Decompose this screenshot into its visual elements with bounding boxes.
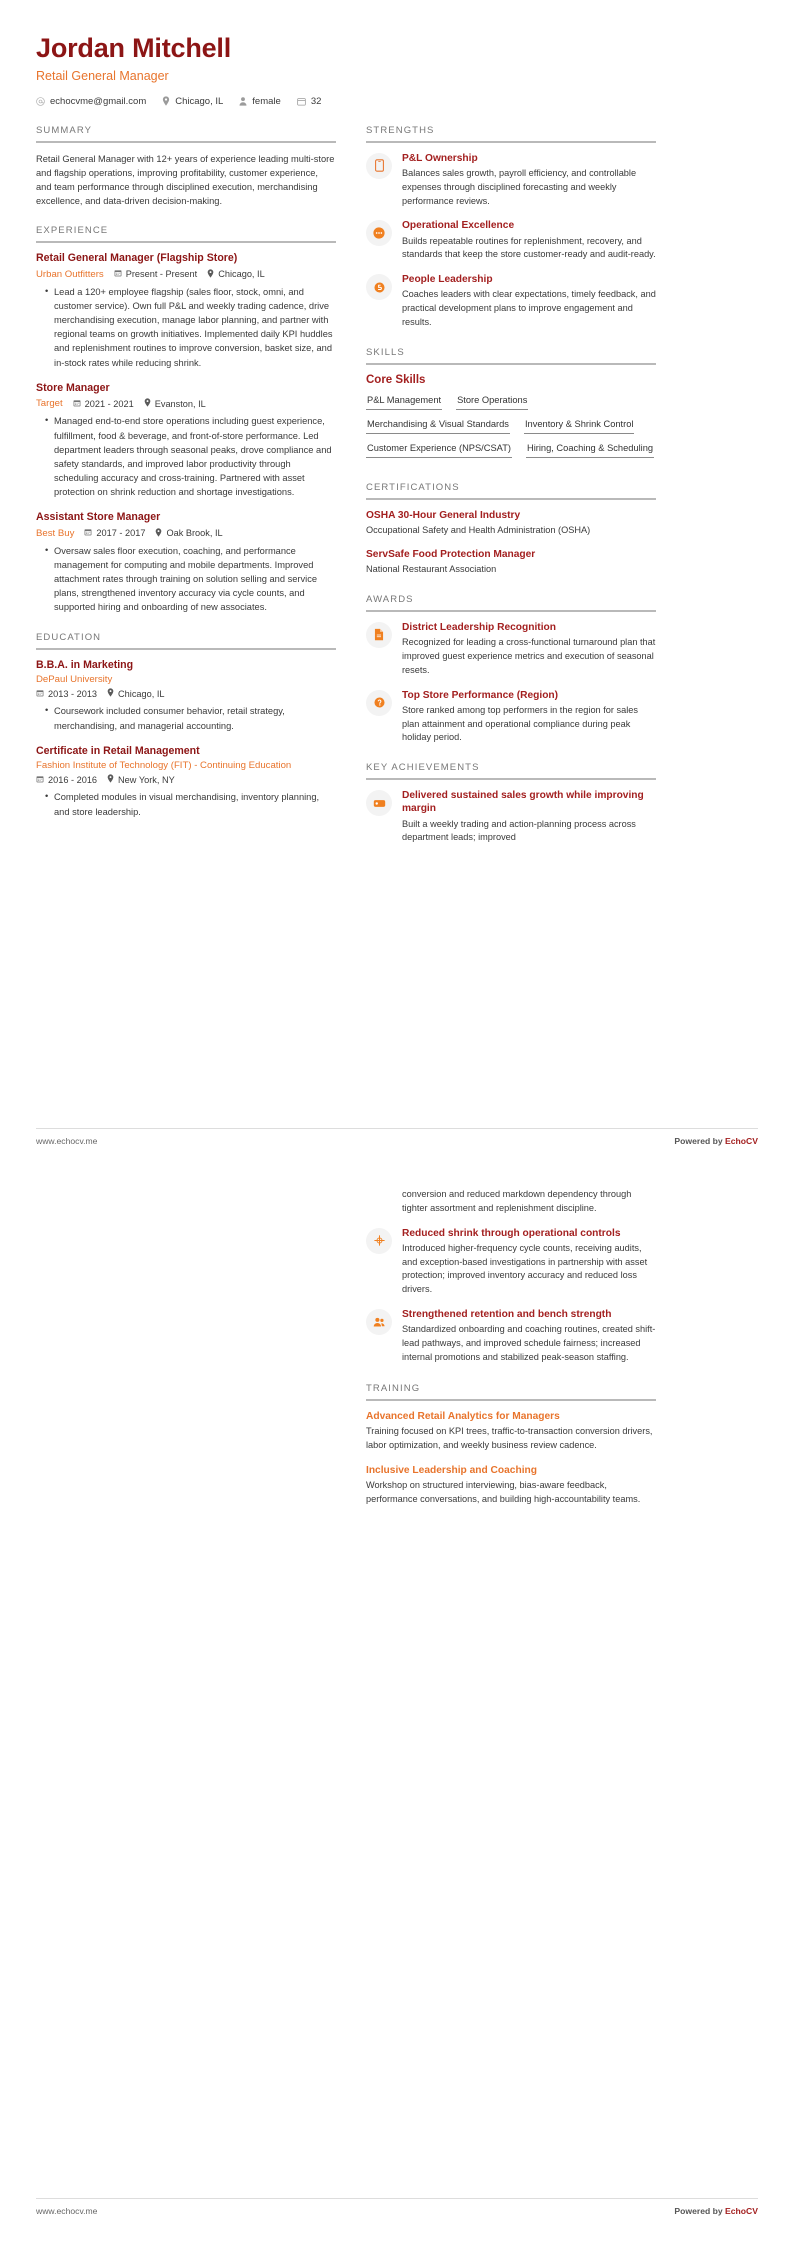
experience-section-title: EXPERIENCE xyxy=(36,225,109,237)
location-pin-icon xyxy=(107,774,114,785)
achievement-continuation xyxy=(366,1188,656,1216)
education-section xyxy=(36,632,336,819)
location-pin-icon xyxy=(155,528,162,539)
experience-entry xyxy=(36,511,336,614)
calendar-icon xyxy=(36,775,44,785)
contact-age xyxy=(297,96,322,107)
education-dates xyxy=(36,689,97,699)
contact-location-value: Chicago, IL xyxy=(175,95,224,107)
education-dates-value: 2013 - 2013 xyxy=(48,688,98,699)
experience-dates xyxy=(84,528,145,538)
experience-organization: Target xyxy=(36,398,63,410)
ellipsis-circle-icon xyxy=(366,220,392,246)
footer-powered-prefix: Powered by xyxy=(674,2206,726,2216)
certification-name: ServSafe Food Protection Manager xyxy=(366,548,536,560)
certifications-section xyxy=(366,482,656,577)
experience-bullets xyxy=(36,414,336,499)
education-bullets xyxy=(36,790,336,818)
footer-website[interactable]: www.echocv.me xyxy=(36,1136,98,1146)
education-location-value: Chicago, IL xyxy=(118,688,165,699)
achievement-title: Reduced shrink through operational controls xyxy=(402,1227,621,1239)
achievement-description-continued: conversion and reduced markdown dependency through tighter assortment and replenishment discipline. xyxy=(402,1189,632,1213)
spacer-bubble xyxy=(366,1189,392,1215)
certification-item xyxy=(366,548,656,577)
certifications-section-title: CERTIFICATIONS xyxy=(366,481,460,493)
training-description: Training focused on KPI trees, traffic-to-transaction conversion drivers, labor optimization, and weekly business review cadence. xyxy=(366,1425,653,1450)
skills-list xyxy=(366,393,656,465)
experience-job-title: Retail General Manager (Flagship Store) xyxy=(36,252,238,265)
contact-row xyxy=(36,96,758,107)
footer-website[interactable]: www.echocv.me xyxy=(36,2206,98,2216)
tag-icon xyxy=(366,790,392,816)
question-circle-icon xyxy=(366,690,392,716)
experience-job-title: Assistant Store Manager xyxy=(36,511,161,524)
education-meta xyxy=(36,774,336,785)
achievement-item xyxy=(366,789,656,845)
experience-location xyxy=(207,269,264,280)
awards-section xyxy=(366,594,656,745)
experience-location-value: Oak Brook, IL xyxy=(166,528,223,539)
strength-item xyxy=(366,152,656,209)
education-degree: B.B.A. in Marketing xyxy=(36,658,134,671)
target-icon xyxy=(366,1228,392,1254)
calendar-icon xyxy=(114,269,122,279)
achievement-body xyxy=(402,1227,656,1297)
experience-dates-value: 2021 - 2021 xyxy=(84,398,134,409)
contact-age-value: 32 xyxy=(310,95,322,107)
resume-columns xyxy=(0,107,794,863)
experience-meta xyxy=(36,269,336,280)
experience-bullets xyxy=(36,285,336,370)
achievement-description: Introduced higher-frequency cycle counts, receiving audits, and exception-based investigations in partnership with asset protection; improved inventory accuracy and reduced loss drivers. xyxy=(402,1242,648,1295)
education-section-title: EDUCATION xyxy=(36,631,102,643)
person-icon xyxy=(239,97,247,106)
experience-bullets xyxy=(36,544,336,615)
awards-section-title: AWARDS xyxy=(366,593,414,605)
experience-location-value: Chicago, IL xyxy=(218,269,265,280)
achievement-body xyxy=(402,789,656,845)
achievement-body xyxy=(402,1188,656,1216)
footer-brand-name: EchoCV xyxy=(725,1136,758,1146)
strength-item xyxy=(366,219,656,262)
achievement-title: Strengthened retention and bench strength xyxy=(402,1309,612,1321)
strength-description: Builds repeatable routines for replenishment, recovery, and standards that keep the store customer-ready and audit-ready. xyxy=(402,235,656,260)
education-meta xyxy=(36,688,336,699)
calendar-icon xyxy=(297,97,306,106)
education-school: Fashion Institute of Technology (FIT) - Continuing Education xyxy=(36,760,292,772)
footer-powered-by xyxy=(674,2206,758,2216)
page-two-right-column xyxy=(366,1188,656,1523)
achievement-description: Standardized onboarding and coaching routines, created shift-lead pathways, and improved schedule fairness; increased internal promotions and stabilized peak-season staffing. xyxy=(402,1324,656,1362)
certification-item xyxy=(366,509,656,538)
skills-group-title: Core Skills xyxy=(366,373,426,386)
strength-title: Operational Excellence xyxy=(402,220,515,232)
experience-location xyxy=(155,528,222,539)
education-school: DePaul University xyxy=(36,674,113,686)
award-title: Top Store Performance (Region) xyxy=(402,689,559,701)
skill-item: Customer Experience (NPS/CSAT) xyxy=(366,441,512,458)
experience-location xyxy=(144,398,206,409)
education-location xyxy=(107,688,164,699)
document-icon xyxy=(366,622,392,648)
training-section xyxy=(366,1383,656,1507)
skills-section xyxy=(366,347,656,465)
achievement-item xyxy=(366,1227,656,1297)
strength-description: Coaches leaders with clear expectations, timely feedback, and practical development plans to improve engagement and results. xyxy=(402,289,656,328)
award-description: Recognized for leading a cross-functional turnaround plan that improved guest experience metrics and execution of seasonal resets. xyxy=(402,637,656,675)
calendar-icon xyxy=(73,399,81,409)
calendar-icon xyxy=(36,689,44,699)
strengths-section xyxy=(366,125,656,330)
left-column xyxy=(36,107,336,836)
key-achievements-section-title: KEY ACHIEVEMENTS xyxy=(366,762,480,774)
training-name: Advanced Retail Analytics for Managers xyxy=(366,1410,560,1422)
experience-dates xyxy=(73,399,134,409)
achievement-description: Built a weekly trading and action-planning process across department leads; improved xyxy=(402,818,636,843)
experience-bullet: • Lead a 120+ employee flagship (sales floor, stock, omni, and customer service). Own full P&L and weekly trading cadence, drive merchandising execution, manage labor planning, and partner with regional teams on growth initiatives. Implemented daily KPI huddles and replenishment routines to improve conversion, basket size, and in-stock rates while reducing shrink. xyxy=(47,285,336,370)
people-icon xyxy=(366,1309,392,1335)
summary-text: Retail General Manager with 12+ years of experience leading multi-store and flagship operations, improving profitability, customer experience, and team performance through disciplined execution, merchandising excellence, and data-driven decision-making. xyxy=(36,153,335,207)
strength-description: Balances sales growth, payroll efficiency, and controllable expenses through disciplined forecasting and weekly performance reviews. xyxy=(402,167,637,206)
candidate-name: Jordan Mitchell xyxy=(36,33,232,63)
right-column xyxy=(366,107,656,863)
contact-email-value: echocvme@gmail.com xyxy=(50,95,147,107)
achievement-title: Delivered sustained sales growth while improving margin xyxy=(402,790,644,815)
skill-item: Inventory & Shrink Control xyxy=(524,417,635,434)
education-bullets xyxy=(36,704,336,732)
section-divider xyxy=(36,141,336,143)
training-section-title: TRAINING xyxy=(366,1382,421,1394)
experience-job-title: Store Manager xyxy=(36,381,110,394)
page-footer xyxy=(36,2198,758,2216)
resume-header xyxy=(0,0,794,107)
skill-item: P&L Management xyxy=(366,393,442,410)
contact-location xyxy=(162,96,223,107)
award-body xyxy=(402,621,656,678)
footer-powered-by xyxy=(674,1136,758,1146)
summary-section-title: SUMMARY xyxy=(36,124,93,136)
education-location xyxy=(107,774,175,785)
contact-email xyxy=(36,96,146,107)
strength-body xyxy=(402,273,656,330)
footer-powered-prefix: Powered by xyxy=(674,1136,726,1146)
strengths-section-title: STRENGTHS xyxy=(366,124,435,136)
training-description: Workshop on structured interviewing, bias-aware feedback, performance conversations, and building high-accountability teams. xyxy=(366,1479,641,1504)
section-divider xyxy=(366,1399,656,1401)
skill-item: Merchandising & Visual Standards xyxy=(366,417,510,434)
experience-dates-value: 2017 - 2017 xyxy=(96,528,146,539)
award-title: District Leadership Recognition xyxy=(402,621,556,633)
certification-issuer: National Restaurant Association xyxy=(366,564,497,575)
location-pin-icon xyxy=(144,398,151,409)
training-item xyxy=(366,1464,656,1507)
certification-issuer: Occupational Safety and Health Administration (OSHA) xyxy=(366,525,591,536)
experience-location-value: Evanston, IL xyxy=(154,398,206,409)
education-dates-value: 2016 - 2016 xyxy=(48,774,98,785)
skill-item: Store Operations xyxy=(456,393,528,410)
section-divider xyxy=(366,610,656,612)
training-name: Inclusive Leadership and Coaching xyxy=(366,1464,537,1476)
award-item xyxy=(366,621,656,678)
contact-gender-value: female xyxy=(252,95,281,107)
section-divider xyxy=(366,498,656,500)
experience-organization: Best Buy xyxy=(36,527,75,539)
experience-dates xyxy=(114,269,198,279)
education-entry xyxy=(36,659,336,733)
experience-meta xyxy=(36,528,336,539)
certification-name: OSHA 30-Hour General Industry xyxy=(366,509,521,521)
award-item xyxy=(366,689,656,746)
experience-section xyxy=(36,225,336,614)
footer-brand-name: EchoCV xyxy=(725,2206,758,2216)
education-location-value: New York, NY xyxy=(118,774,175,785)
page-footer xyxy=(36,1128,758,1146)
training-item xyxy=(366,1410,656,1453)
calendar-icon xyxy=(84,528,92,538)
strength-title: P&L Ownership xyxy=(402,152,478,164)
education-bullet: • Completed modules in visual merchandising, inventory planning, and store leadership. xyxy=(47,790,336,818)
key-achievements-section xyxy=(366,762,656,845)
section-divider xyxy=(366,778,656,780)
section-divider xyxy=(36,648,336,650)
mobile-device-icon xyxy=(366,153,392,179)
skill-item: Hiring, Coaching & Scheduling xyxy=(526,441,654,458)
experience-bullet: • Oversaw sales floor execution, coaching, and performance management for computing and mobile departments. Improved attachment rates through training on solution selling and service plans, strengthened inventory accuracy via cycle counts, and supported hiring and onboarding of new associates. xyxy=(47,544,336,615)
award-description: Store ranked among top performers in the region for sales plan attainment and operational compliance during peak holiday period. xyxy=(402,704,638,743)
achievement-item xyxy=(366,1308,656,1365)
experience-bullet: • Managed end-to-end store operations including guest experience, fulfillment, food & beverage, and front-of-store performance. Led department leaders through seasonal peaks, drove compliance and safety standards, and improved labor productivity through scheduling accuracy and cross-training. Partnered with asset protection on shrink reduction and shortage investigations. xyxy=(47,414,336,499)
email-icon xyxy=(36,97,45,106)
education-entry xyxy=(36,745,336,819)
education-bullet: • Coursework included consumer behavior, retail strategy, merchandising, and managerial accounting. xyxy=(47,704,336,732)
experience-entry xyxy=(36,382,336,500)
location-pin-icon xyxy=(107,688,114,699)
badge-icon xyxy=(366,274,392,300)
education-degree: Certificate in Retail Management xyxy=(36,744,200,757)
location-pin-icon xyxy=(207,269,214,280)
contact-gender xyxy=(239,96,281,107)
summary-section xyxy=(36,125,336,209)
experience-entry xyxy=(36,252,336,370)
section-divider xyxy=(366,141,656,143)
achievement-body xyxy=(402,1308,656,1365)
skills-section-title: SKILLS xyxy=(366,346,405,358)
award-body xyxy=(402,689,656,746)
strength-item xyxy=(366,273,656,330)
strength-title: People Leadership xyxy=(402,274,493,286)
location-pin-icon xyxy=(162,96,170,106)
education-dates xyxy=(36,775,97,785)
section-divider xyxy=(36,241,336,243)
candidate-job-title: Retail General Manager xyxy=(36,68,169,83)
section-divider xyxy=(366,363,656,365)
experience-dates-value: Present - Present xyxy=(125,269,198,280)
experience-organization: Urban Outfitters xyxy=(36,268,104,280)
strength-body xyxy=(402,152,656,209)
experience-meta xyxy=(36,398,336,409)
strength-body xyxy=(402,219,656,262)
